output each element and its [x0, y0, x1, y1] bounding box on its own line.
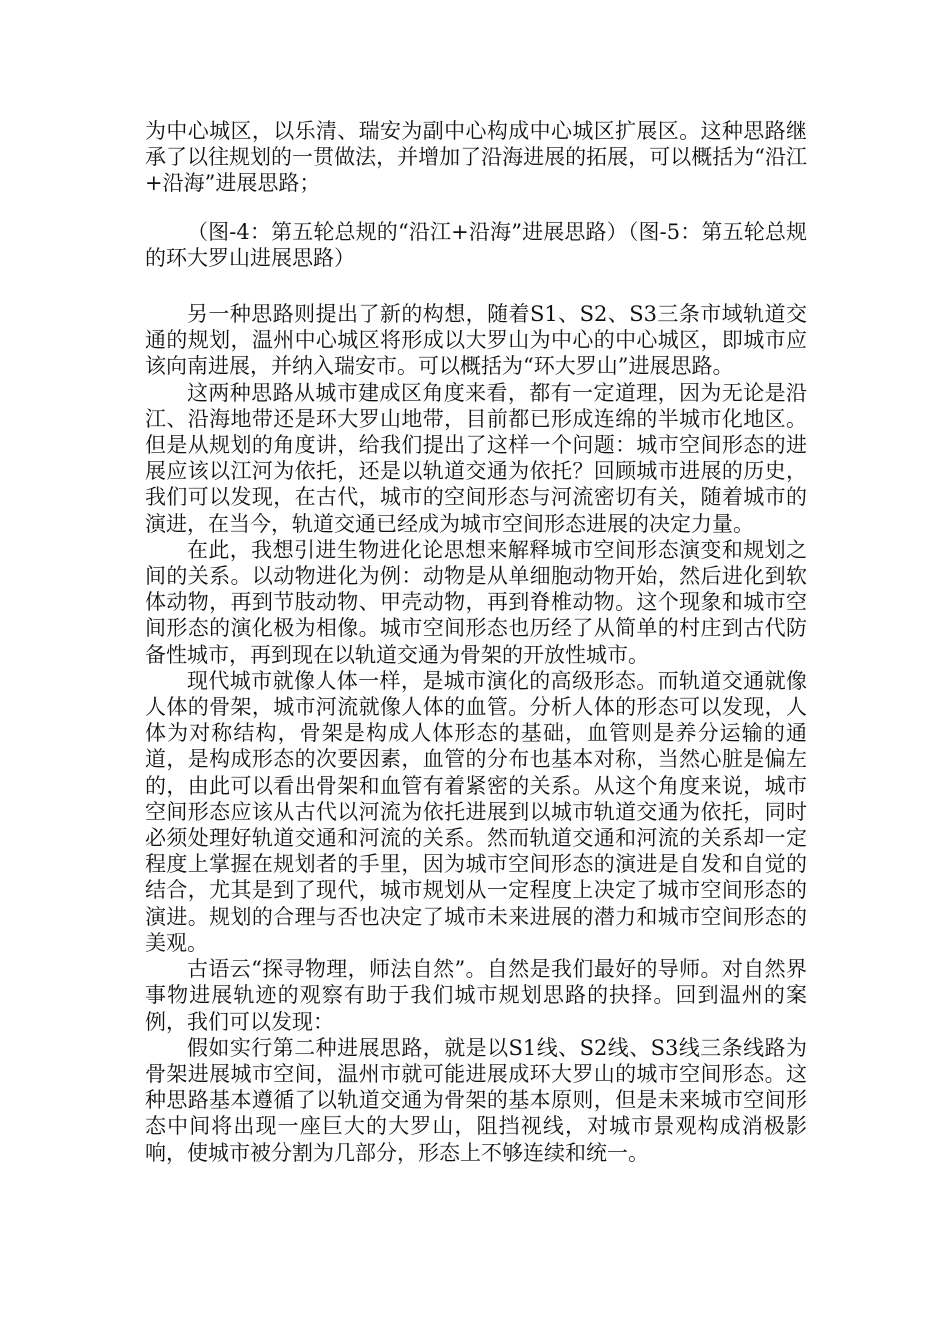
document-page — [145, 118, 807, 1166]
paragraph-proverb: 古语云“探寻物理，师法自然”。自然是我们最好的导师。对自然界事物进展轨迹的观察有助于我们城市规划思路的抉择。回到温州的案例，我们可以发现： — [145, 957, 807, 1034]
paragraph-third-approach: 另一种思路则提出了新的构想，随着S1、S2、S3三条市域轨道交通的规划，温州中心城区将形成以大罗山为中心的中心城区，即城市应该向南进展，并纳入瑞安市。可以概括为“环大罗山”进展思路。 — [145, 302, 807, 379]
figure-caption: （图-4：第五轮总规的“沿江+沿海”进展思路）（图-5：第五轮总规的环大罗山进展思路） — [145, 219, 807, 270]
paragraph-continuation: 为中心城区，以乐清、瑞安为副中心构成中心城区扩展区。这种思路继承了以往规划的一贯做法，并增加了沿海进展的拓展，可以概括为“沿江+沿海”进展思路； — [145, 119, 807, 196]
paragraph-second-approach: 假如实行第二种进展思路，就是以S1线、S2线、S3线三条线路为骨架进展城市空间，温州市就可能进展成环大罗山的城市空间形态。这种思路基本遵循了以轨道交通为骨架的基本原则，但是未来城市空间形态中间将出现一座巨大的大罗山，阻挡视线，对城市景观构成消极影响，使城市被分割为几部分，形态上不够连续和统一。 — [145, 1035, 807, 1165]
paragraph-human-body: 现代城市就像人体一样，是城市演化的高级形态。而轨道交通就像人体的骨架，城市河流就像人体的血管。分析人体的形态可以发现，人体为对称结构，骨架是构成人体形态的基础，血管则是养分运输的通道，是构成形态的次要因素，血管的分布也基本对称，当然心脏是偏左的，由此可以看出骨架和血管有着紧密的关系。从这个角度来说，城市空间形态应该从古代以河流为依托进展到以城市轨道交通为依托，同时必须处理好轨道交通和河流的关系。然而轨道交通和河流的关系却一定程度上掌握在规划者的手里，因为城市空间形态的演进是自发和自觉的结合，尤其是到了现代，城市规划从一定程度上决定了城市空间形态的演进。规划的合理与否也决定了城市未来进展的潜力和城市空间形态的美观。 — [145, 668, 807, 955]
paragraph-evolution: 在此，我想引进生物进化论思想来解释城市空间形态演变和规划之间的关系。以动物进化为例：动物是从单细胞动物开始，然后进化到软体动物，再到节肢动物、甲壳动物，再到脊椎动物。这个现象和城市空间形态的演化极为相像。城市空间形态也历经了从简单的村庄到古代防备性城市，再到现在以轨道交通为骨架的开放性城市。 — [145, 537, 807, 667]
paragraph-two-approaches: 这两种思路从城市建成区角度来看，都有一定道理，因为无论是沿江、沿海地带还是环大罗山地带，目前都已形成连绵的半城市化地区。但是从规划的角度讲，给我们提出了这样一个问题：城市空间形态的进展应该以江河为依托，还是以轨道交通为依托？回顾城市进展的历史，我们可以发现，在古代，城市的空间形态与河流密切有关，随着城市的演进，在当今，轨道交通已经成为城市空间形态进展的决定力量。 — [145, 380, 807, 536]
